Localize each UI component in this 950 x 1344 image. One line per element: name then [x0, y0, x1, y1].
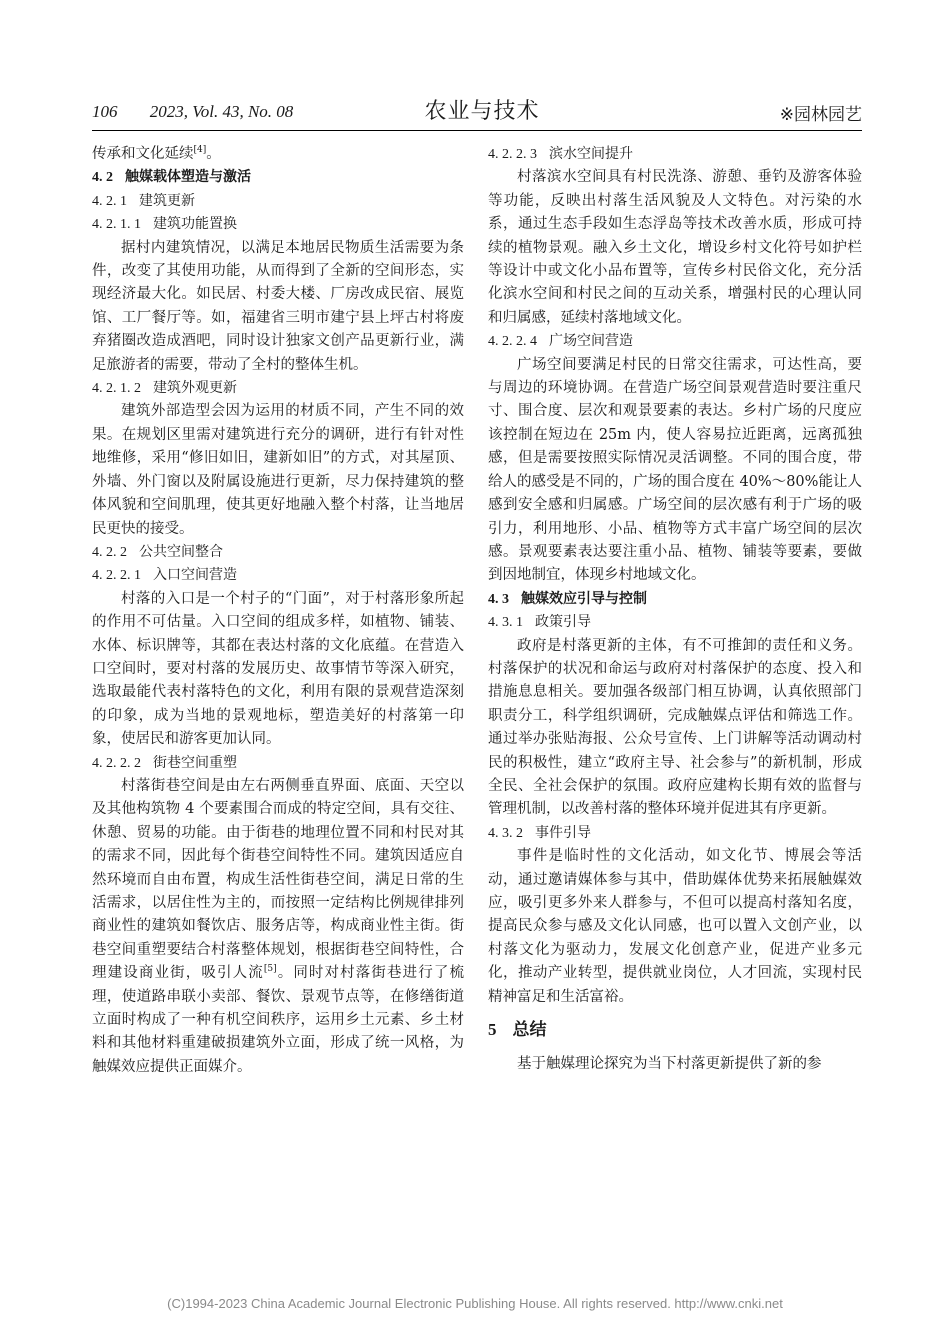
heading-4-2-2: 4. 2. 2 公共空间整合 [92, 543, 223, 560]
page-number: 106 [92, 102, 118, 121]
heading-4-2-1: 4. 2. 1 建筑更新 [92, 192, 195, 209]
heading-4-2-1-1: 4. 2. 1. 1 建筑功能置换 [92, 216, 237, 233]
paragraph-event-guidance: 事件是临时性的文化活动，如文化节、博展会等活动，通过邀请媒体参与其中，借助媒体优势来拓展触媒效应，吸引更多外来人群参与，不但可以提高村落知名度，提高民众参与感及文化认同感，也可以置入文创产业，以村落文化为驱动力，发展文化创意产业，促进产业多元化，推动产业转型，提供就业岗位，人才回流，实现村民精神富足和生活富裕。 [488, 848, 862, 1005]
paragraph-function-replacement: 据村内建筑情况，以满足本地居民物质生活需要为条件，改变了其使用功能，从而得到了全新的空间形态，实现经济最大化。如民居、村委大楼、厂房改成民宿、展览馆、工厂餐厅等。如，福建省三明市建宁县上坪古村将废弃猪圈改造成酒吧，同时设计独家文创产品更新行业，满足旅游者的需要，带动了全村的整体生机。 [92, 239, 464, 373]
journal-title: 农业与技术 [424, 99, 540, 124]
section-label: ※园林园艺 [779, 105, 862, 125]
paragraph-exterior-renewal: 建筑外部造型会因为运用的材质不同，产生不同的效果。在规划区里需对建筑进行充分的调研，进行有针对性地维修，采用“修旧如旧，建新如旧”的方式，对其屋顶、外墙、外门窗以及附属设施进行更新，尽力保持建筑的整体风貌和空间肌理，使其更好地融入整个村落，让当地居民更快的接受。 [92, 403, 464, 537]
header-rule [92, 130, 862, 131]
paragraph-square-space: 广场空间要满足村民的日常交往需求，可达性高，要与周边的环境协调。在营造广场空间景观营造时要注重尺寸、围合度、层次和观景要素的表达。乡村广场的尺度应该控制在短边在 25m 内，使人容易拉近距离，远离孤独感，但是需要按照实际情况灵活调整。不同的围合度，带给人的感受是不同的，广场的围合度在 40%～80%能让人感到安全感和归属感。广场空间的层次感有利于广场的吸引力，利用地形、小品、植物等方式丰富广场空间的层次感。景观要素表达要注重小品、植物、铺装等要素，要做到因地制宜，体现乡村地域文化。 [488, 356, 862, 584]
paragraph-entrance-space: 村落的入口是一个村子的“门面”，对于村落形象所起的作用不可估量。入口空间的组成多样，如植物、铺装、水体、标识牌等，其都在表达村落的文化底蕴。在营造入口空间时，要对村落的发展历史、故事情节等深入研究，选取最能代表村落特色的文化，利用有限的景观营造深刻的印象，成为当地的景观地标，塑造美好的村落第一印象，使居民和游客更加认同。 [92, 590, 464, 748]
paragraph-summary: 基于触媒理论探究为当下村落更新提供了新的参 [517, 1056, 822, 1073]
left-column [92, 143, 464, 1079]
paragraph-waterfront-space: 村落滨水空间具有村民洗涤、游憩、垂钓及游客体验等功能，反映出村落生活风貌及人文特色。对污染的水系，通过生态手段如生态浮岛等技术改善水质，形成可持续的植物景观。融入乡土文化，增设乡村文化符号如护栏等设计中或文化小品布置等，宣传乡村民俗文化，充分活化滨水空间和村民之间的互动关系，增强村民的心理认同和归属感，延续村落地域文化。 [488, 169, 862, 326]
paragraph-continued: 传承和文化延续[4]。 [92, 145, 221, 162]
header-left [92, 102, 293, 122]
heading-5-summary: 5 总结 [488, 1020, 547, 1041]
paragraph-policy-guidance: 政府是村落更新的主体，有不可推卸的责任和义务。村落保护的状况和命运与政府对村落保护的态度、投入和措施息息相关。要加强各级部门相互协调，认真依照部门职责分工，科学组织调研，完成触媒点评估和筛选工作。通过举办张贴海报、公众号宣传、上门讲解等活动调动村民的积极性，建立“政府主导、社会参与”的新机制，形成全民、全社会保护的氛围。政府应建构长期有效的监督与管理机制，以改善村落的整体环境并促进其有序更新。 [488, 637, 862, 818]
heading-4-2-2-4: 4. 2. 2. 4 广场空间营造 [488, 333, 633, 350]
journal-meta: 2023, Vol. 43, No. 08 [149, 102, 294, 121]
citation-ref: [4] [193, 145, 207, 156]
heading-4-2-1-2: 4. 2. 1. 2 建筑外观更新 [92, 380, 237, 397]
page-header [92, 92, 862, 132]
heading-4-3: 4. 3 触媒效应引导与控制 [488, 590, 647, 607]
citation-ref: [5] [263, 964, 277, 975]
right-column [488, 143, 862, 1076]
heading-4-2-2-3: 4. 2. 2. 3 滨水空间提升 [488, 146, 633, 162]
copyright-footer: (C)1994-2023 China Academic Journal Electronic Publishing House. All rights reserved. http://www.cnki.net [167, 1296, 783, 1311]
heading-4-2: 4. 2 触媒载体塑造与激活 [92, 169, 251, 186]
heading-4-3-1: 4. 3. 1 政策引导 [488, 614, 591, 631]
heading-4-3-2: 4. 3. 2 事件引导 [488, 824, 591, 841]
heading-4-2-2-2: 4. 2. 2. 2 街巷空间重塑 [92, 754, 237, 771]
paragraph-street-space: 村落街巷空间是由左右两侧垂直界面、底面、天空以及其他构筑物 4 个要素围合而成的特定空间，具有交往、休憩、贸易的功能。由于街巷的地理位置不同和村民对其的需求不同，因此每个街巷空间特性不同。建筑因适应自然环境而自由布置，构成生活性街巷空间，满足日常的生活需求，以居住性为主的，而按照一定结构比例规律排列商业性的建筑如餐饮店、服务店等，构成商业性主街。街巷空间重塑要结合村落整体规划，根据街巷空间特性，合理建设商业街，吸引人流[5]。同时对村落街巷进行了梳理，使道路串联小卖部、餐饮、景观节点等，在修缮街道立面时构成了一种有机空间秩序，运用乡土元素、乡土材料和其他材料重建破损建筑外立面，形成了统一风格，为触媒效应提供正面媒介。 [92, 777, 465, 1075]
heading-4-2-2-1: 4. 2. 2. 1 入口空间营造 [92, 567, 237, 584]
